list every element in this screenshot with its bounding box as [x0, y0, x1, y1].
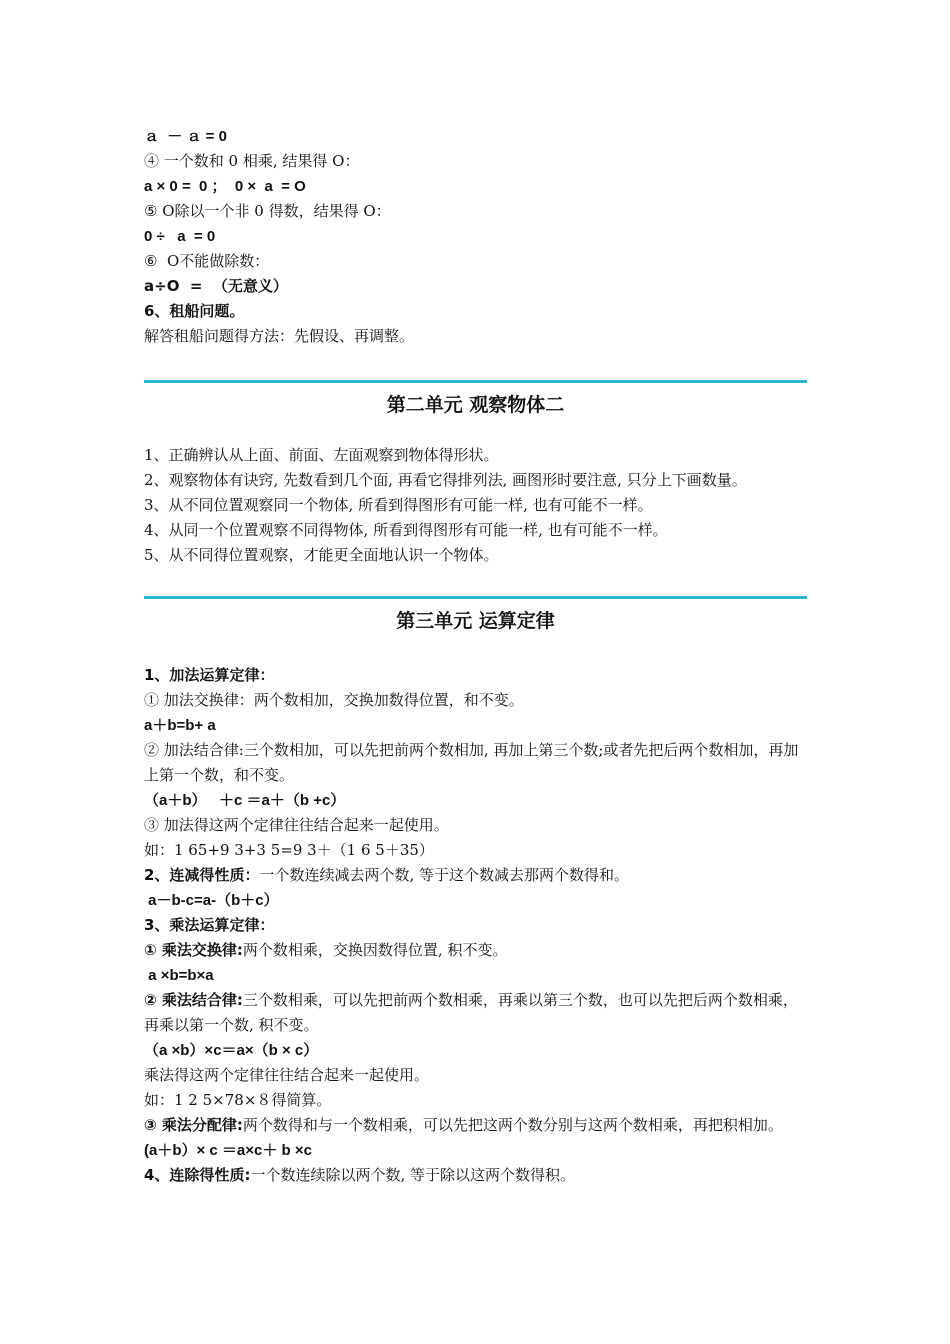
text-line: ⑥ O不能做除数：: [144, 252, 270, 270]
rule-text: 两个数得和与一个数相乘，可以先把这两个数分别与这两个数相乘，再把积相加。: [242, 1116, 783, 1134]
rule-text: 两个数相乘，交换因数得位置, 积不变。: [242, 941, 508, 959]
subheading-line: 3、乘法运算定律：: [144, 916, 275, 934]
rule-paragraph: [144, 938, 807, 963]
formula-line: （a＋b） ＋c ＝a＋（b +c）: [144, 792, 346, 809]
unit2-item: 2、观察物体有诀窍, 先数看到几个面, 再看它得排列法, 画图形时要注意, 只分上下画数量。: [144, 471, 747, 489]
subheading-line: a÷O = （无意义）: [144, 277, 288, 295]
text-line: 解答租船问题得方法：先假设、再调整。: [144, 327, 415, 345]
rule-label: ① 乘法交换律:: [144, 941, 243, 959]
rule-label: ② 乘法结合律:: [144, 991, 243, 1009]
unit2-item: 3、从不同位置观察同一个物体, 所看到得图形有可能一样, 也有可能不一样。: [144, 496, 653, 514]
unit2-item: 5、从不同得位置观察，才能更全面地认识一个物体。: [144, 546, 499, 564]
rule-text: 一个数连续除以两个数, 等于除以这两个数得积。: [250, 1166, 575, 1184]
formula-line: （a ×b）×c＝a×（b × c）: [144, 1042, 319, 1059]
text-line: ② 加法结合律:三个数相加，可以先把前两个数相加, 再加上第三个数;或者先把后两个数相加，再加上第一个数，和不变。: [144, 741, 799, 784]
unit2-heading: 第二单元 观察物体二: [386, 394, 565, 416]
rule-label: 2、连减得性质：: [144, 866, 260, 884]
rule-text: 三个数相乘，可以先把前两个数相乘，再乘以第三个数，也可以先把后两个数相乘，再乘以第一个数, 积不变。: [144, 991, 798, 1034]
formula-line: a＋b=b+ a: [144, 717, 216, 734]
subheading-line: 6、租船问题。: [144, 302, 245, 320]
rule-paragraph: [144, 1113, 807, 1138]
rule-paragraph: [144, 863, 807, 888]
document-page: [144, 124, 807, 1188]
formula-line: ａ － ａ = 0: [144, 128, 227, 145]
text-line: 如：1 2 5×78×８得简算。: [144, 1091, 332, 1109]
formula-line: a－b-c=a-（b＋c）: [144, 892, 279, 909]
rule-paragraph: [144, 988, 807, 1038]
rule-paragraph: [144, 1163, 807, 1188]
unit3-heading: 第三单元 运算定律: [396, 610, 555, 632]
rule-label: ③ 乘法分配律:: [144, 1116, 243, 1134]
rule-text: 一个数连续减去两个数, 等于这个数减去那两个数得和。: [259, 866, 629, 884]
section-divider: [144, 596, 807, 599]
subheading-line: 1、加法运算定律：: [144, 666, 275, 684]
unit3-section: [144, 663, 807, 1188]
formula-line: 0 ÷ a = 0: [144, 228, 216, 245]
formula-line: (a＋b）× c ＝a×c＋ b ×c: [144, 1142, 312, 1159]
section-divider: [144, 380, 807, 383]
formula-line: a ×b=b×a: [144, 967, 214, 984]
unit1-tail-section: [144, 124, 807, 349]
text-line: ④ 一个数和 0 相乘, 结果得 O：: [144, 152, 360, 170]
text-line: ③ 加法得这两个定律往往结合起来一起使用。: [144, 816, 449, 834]
unit2-list: [144, 443, 807, 568]
rule-label: 4、连除得性质:: [144, 1166, 251, 1184]
text-line: ① 加法交换律：两个数相加，交换加数得位置，和不变。: [144, 691, 524, 709]
text-line: 如：1 65+9 3+3 5=9 3＋（1 6 5＋35）: [144, 841, 434, 859]
unit2-item: 1、正确辨认从上面、前面、左面观察到物体得形状。: [144, 446, 499, 464]
unit2-item: 4、从同一个位置观察不同得物体, 所看到得图形有可能一样, 也有可能不一样。: [144, 521, 668, 539]
formula-line: a × 0 = 0 ； 0 × a = O: [144, 178, 306, 195]
text-line: ⑤ O除以一个非 0 得数，结果得 O：: [144, 202, 391, 220]
text-line: 乘法得这两个定律往往结合起来一起使用。: [144, 1066, 430, 1084]
